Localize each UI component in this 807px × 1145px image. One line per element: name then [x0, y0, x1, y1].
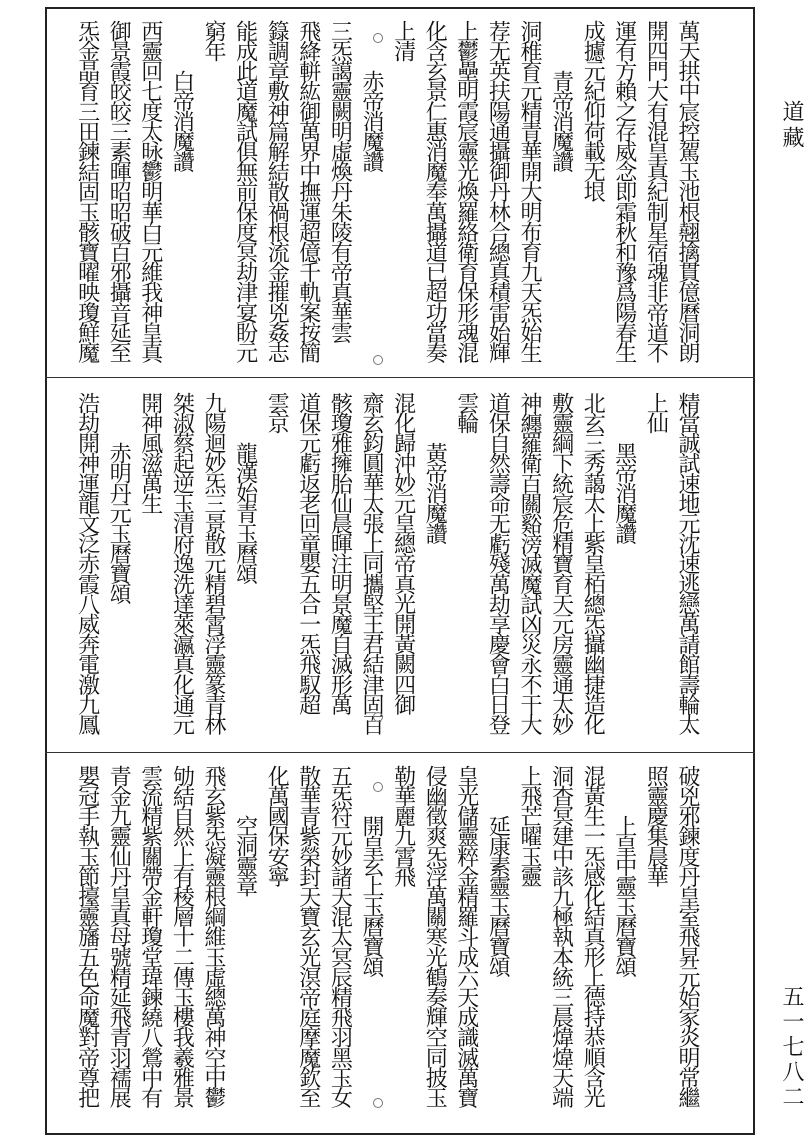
- margin-label: 道藏: [779, 100, 804, 152]
- text-column: 上鬱壘明霞宸靈光煥羅絡衛育保形魂混: [453, 20, 479, 362]
- page-number: 五一七八二: [779, 985, 804, 1110]
- text-column: 神纏羅衛百關谿滂滅魔試凶災永不干大: [517, 392, 542, 734]
- hole-mark: [373, 355, 383, 365]
- text-column: 混化歸沖妙元皇總帝真光開黃闕四御: [390, 392, 416, 714]
- text-column: 炁金晶育三田鍊結固玉骸寶曜映瓊鮮魔: [74, 20, 100, 362]
- text-column: 白帝消魔讚: [169, 70, 195, 171]
- text-column: 成攄元紀仰荷載无垠: [580, 20, 606, 201]
- text-column: 桀淑蔡起逆玉清府逸洗達萊瀛真化通元: [169, 392, 195, 734]
- text-column: 上皇中靈玉曆寶頌: [611, 815, 637, 976]
- text-column: 化萬國保安寧: [264, 765, 290, 886]
- text-column: 黃帝消魔讚: [422, 442, 448, 543]
- text-column: 青帝消魔讚: [548, 70, 574, 171]
- text-column: 延康素靈玉曆寶頌: [485, 815, 511, 976]
- text-column: 侵幽徵爽炁浮萬關寒光鶴奏輝空同披玉: [422, 765, 448, 1107]
- text-column: 籙調章敷神篇解結散禍根流金摧兇姦志: [264, 20, 290, 362]
- hole-mark: [373, 712, 383, 722]
- text-column: 御景霞皎皎三素暉昭昭破百邪攝音延至: [106, 20, 132, 362]
- text-column: 洞杳冥建中該九極執本統三晨煒煒天端: [548, 765, 574, 1107]
- text-column: 西靈回七度太昹鬱明華白元維我神皇真: [137, 20, 163, 362]
- text-column: 萬天拱中宸控駕玉池根翹擒貫億曆洞朗: [675, 20, 700, 362]
- text-column: 飛玄紫炁凝靈根綱維玉虛總萬神空中鬱: [201, 765, 226, 1107]
- text-column: 散華青紫榮封天寶玄光溟帝庭摩魔欽至: [295, 765, 321, 1107]
- text-column: 劬結自然上有稜層十二傳玉樓我羲雅景: [169, 765, 195, 1107]
- text-column: 上清: [390, 20, 416, 61]
- hole-mark: [373, 782, 383, 792]
- text-column: 黑帝消魔讚: [611, 442, 637, 543]
- text-column: 混黃生一炁感化結真形上德持恭順含光: [580, 765, 606, 1107]
- text-column: 上仙: [643, 392, 669, 433]
- section-divider: [45, 752, 755, 753]
- text-column: 空洞靈章: [232, 815, 258, 896]
- text-column: 能成此道魔試俱無前保度冥劫津宴盼元: [232, 20, 258, 362]
- hole-mark: [373, 33, 383, 43]
- text-column: 三炁譪靈闕明虛煥丹朱陵有帝真華雲: [327, 20, 353, 342]
- text-column: 敷靈綱下統宸危精寶育天元房靈通太妙: [548, 392, 574, 734]
- text-column: 五炁符元妙諸天混太冥辰精飛羽黑玉女: [327, 765, 353, 1107]
- text-column: 齋玄鈞圓華太張上同攜堅王君結津固百: [359, 392, 384, 734]
- text-column: 龍漢始青玉曆頌: [232, 442, 258, 583]
- text-column: 照靈慶集晨華: [643, 765, 669, 886]
- text-column: 洞稚育元精青華開大明布育九天炁始生: [517, 20, 542, 362]
- text-column: 雲流精紫關帶金軒瓊堂瑋鍊繞八鶯中有: [137, 765, 163, 1107]
- text-column: 雲輪: [453, 392, 479, 433]
- text-column: 青金九靈仙丹皇真母號精延飛青羽襦展: [106, 765, 132, 1107]
- text-column: 道保自然壽命无虧殘萬劫享慶會白日登: [485, 392, 511, 734]
- text-column: 飛絳軿紘御萬界中撫運超億千軌案按簡: [295, 20, 321, 362]
- text-column: 上飛芒曜玉靈: [517, 765, 542, 886]
- text-column: 道保元虧返老回童嬰五合一炁飛馭超: [295, 392, 321, 714]
- text-column: 赤明丹元玉曆寶頌: [106, 442, 132, 603]
- text-column: 浩劫開神運龍文泛赤霞八威奔電激九鳳: [74, 392, 100, 734]
- text-column: 雲京: [264, 392, 290, 433]
- text-column: 窮年: [201, 20, 226, 61]
- text-column: 皇光儲靈粹金精羅斗成六天成識滅萬寶: [453, 765, 479, 1107]
- text-column: 北玄三秀藹太上紫皇栢總炁攝幽捷造化: [580, 392, 606, 734]
- text-column: 嬰冠手執玉節擡靈旛五色命魔對帝尊把: [74, 765, 100, 1107]
- text-column: 開皇玄上玉曆寶頌: [359, 815, 384, 976]
- text-column: 勒華麗九霄飛: [390, 765, 416, 886]
- text-column: 骸瓊雅擁胎仙晨暉注明景魔自滅形萬: [327, 392, 353, 714]
- text-column: 九陽迴妙炁三景散元精碧霄浮靈篆青林: [201, 392, 226, 734]
- text-column: 開四門大有混皇真紀制星宿魂非帝道不: [643, 20, 669, 362]
- text-column: 精當誠試速地元沈速逃戀萬請館壽輪太: [675, 392, 700, 734]
- hole-mark: [373, 1098, 383, 1108]
- text-column: 運有方賴之存威念即霜秋和豫爲陽春生: [611, 20, 637, 362]
- text-column: 開神風滋萬生: [137, 392, 163, 513]
- text-column: 化含玄景仁惠消魔奉萬攝道已超功當奏: [422, 20, 448, 362]
- text-column: 荐无英扶陽通攝御丹林合總真積雷始輝: [485, 20, 511, 362]
- section-divider: [45, 377, 755, 378]
- text-column: 赤帝消魔讚: [359, 70, 384, 171]
- text-column: 破兇邪鍊度丹皇室飛昇元始家炎明常繼: [675, 765, 700, 1107]
